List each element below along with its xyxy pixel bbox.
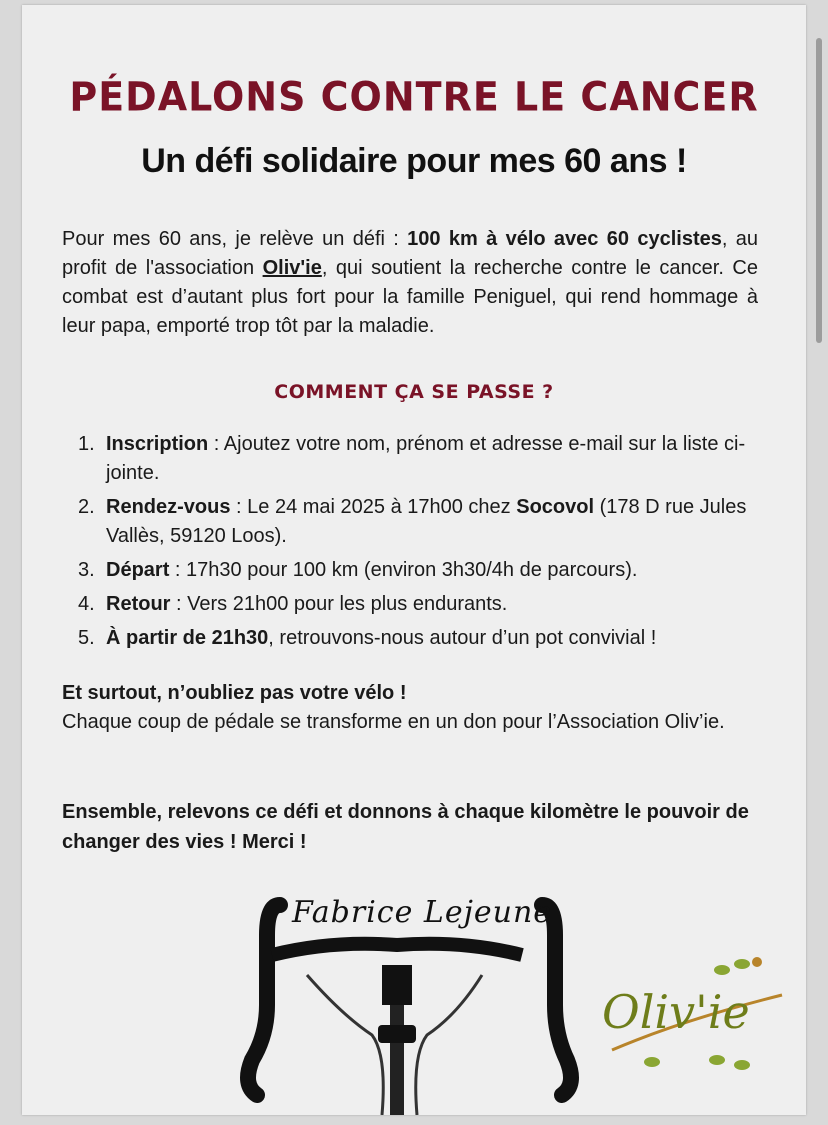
step-label: Retour [106, 593, 171, 615]
intro-text-1: Pour mes 60 ans, je relève un défi : [62, 228, 408, 250]
list-item [78, 493, 768, 551]
step-text: : 17h30 pour 100 km (environ 3h30/4h de parcours). [169, 559, 638, 581]
step-label: Départ [106, 559, 170, 581]
intro-text-3: , qui soutient la recherche contre le cancer. Ce combat est d’autant plus fort pour la famille Peniguel, qui rend hommage à leur papa, emporté trop tôt par la maladie. [62, 257, 758, 337]
step-text: : Vers 21h00 pour les plus endurants. [170, 593, 508, 615]
signature: Fabrice Lejeune [292, 895, 553, 930]
intro-highlight: 100 km à vélo avec 60 cyclistes [407, 228, 722, 250]
step-label: Inscription [106, 433, 209, 455]
step-number: 5. [78, 627, 95, 649]
step-text: : Le 24 mai 2025 à 17h00 chez [230, 496, 517, 518]
step-number: 3. [78, 559, 95, 581]
flyer-title: PÉDALONS CONTRE LE CANCER [69, 73, 759, 121]
intro-text-2: , au profit de l'association [62, 228, 758, 279]
reminder-heading: Et surtout, n’oubliez pas votre vélo ! [62, 682, 407, 704]
scrollbar[interactable] [816, 38, 822, 343]
reminder-text: Chaque coup de pédale se transforme en un don pour l’Association Oliv’ie. [62, 711, 725, 733]
steps-list [78, 430, 768, 658]
list-item [78, 430, 768, 488]
flyer-page [22, 5, 806, 1115]
closing-text: Ensemble, relevons ce défi et donnons à chaque kilomètre le pouvoir de changer des vies ! Merci ! [62, 801, 749, 853]
olivie-logo-text: Oliv'ie [602, 985, 750, 1039]
step-text: , retrouvons-nous autour d’un pot convivial ! [268, 627, 657, 649]
section-heading: COMMENT ÇA SE PASSE ? [274, 381, 554, 403]
step-label: Rendez-vous [106, 496, 231, 518]
list-item [78, 590, 768, 619]
association-link[interactable]: Oliv'ie [262, 257, 322, 279]
step-number: 1. [78, 433, 95, 455]
step-number: 4. [78, 593, 95, 615]
step-text: : Ajoutez votre nom, prénom et adresse e-mail sur la liste ci-jointe. [106, 433, 746, 484]
step-place: Socovol [516, 496, 595, 518]
flyer-subtitle: Un défi solidaire pour mes 60 ans ! [141, 142, 687, 180]
intro-paragraph [62, 225, 758, 341]
list-item [78, 556, 768, 585]
reminder-block [62, 679, 762, 737]
step-number: 2. [78, 496, 95, 518]
list-item [78, 624, 768, 653]
step-label: À partir de 21h30 [106, 627, 269, 649]
step-text: (178 D rue Jules Vallès, 59120 Loos). [106, 496, 747, 547]
